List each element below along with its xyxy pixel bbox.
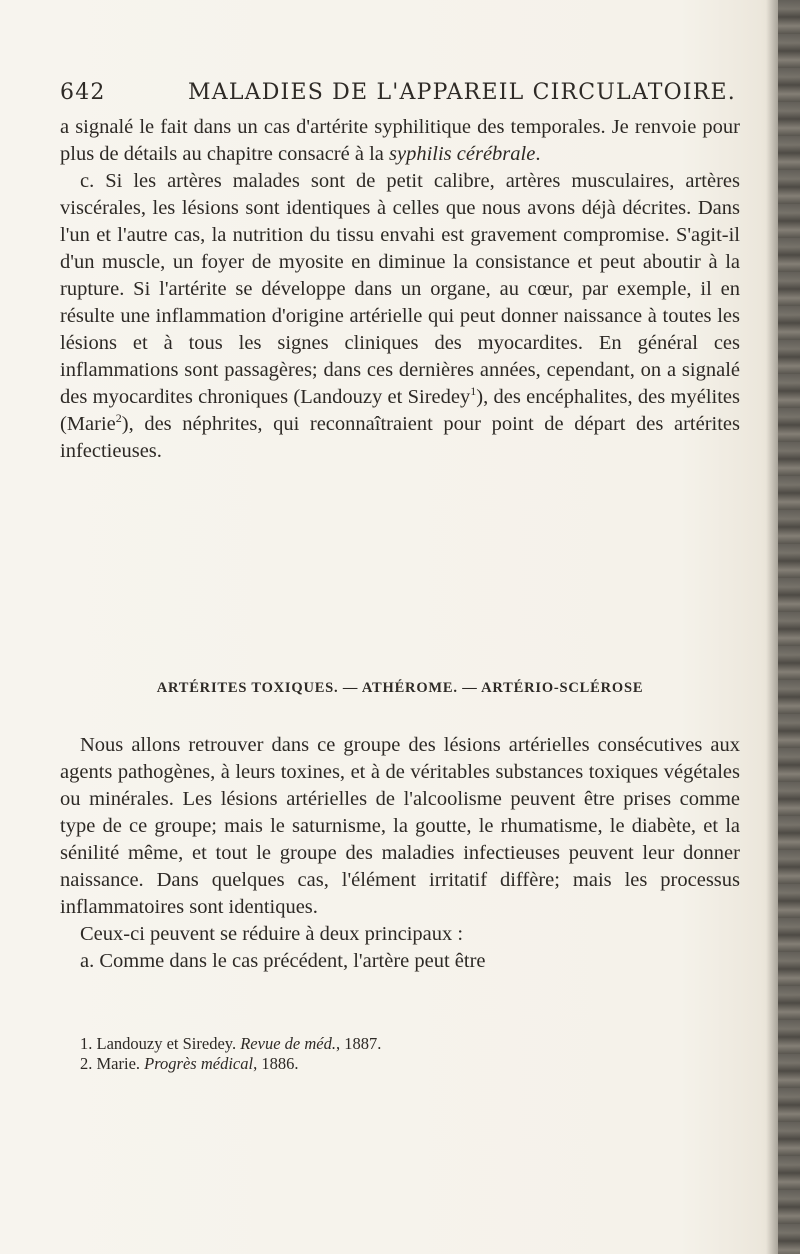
section-text-block bbox=[60, 732, 740, 975]
footnote-ref-2: 2 bbox=[115, 411, 122, 426]
footnote-2: 2. Marie. Progrès médical, 1886. bbox=[80, 1054, 299, 1073]
paragraph-2: c. Si les artères malades sont de petit calibre, artères musculaires, artères viscérales, les lésions sont identiques à celles que nous avons déjà décrites. Dans l'un et l'autre cas, la nutrition du tissu envahi est gravement compromise. S'agit-il d'un muscle, un foyer de myosite en diminue la consistance et peut aboutir à la rupture. Si l'artérite se développe dans un organe, au cœur, par exemple, il en résulte une inflammation d'origine artérielle qui peut donner naissance à toutes les lésions et à tous les signes cliniques des myocardites. En général ces inflammations sont passagères; dans ces dernières années, cependant, on a signalé des myocardites chroniques (Landouzy et Siredey$^1$), des encéphalites, des myélites (Marie$^2$), des néphrites, qui reconnaîtraient pour point de départ des artérites infectieuses. bbox=[60, 170, 740, 462]
paragraph-3: Nous allons retrouver dans ce groupe des lésions artérielles consécutives aux agents pathogènes, à leurs toxines, et à de véritables substances toxiques végétales ou minérales. Les lésions artérielles de l'alcoolisme peuvent être prises comme type de ce groupe; mais le saturnisme, la goutte, le rhumatisme, le diabète, et la sénilité même, et tout le groupe des maladies infectieuses peuvent leur donner naissance. Dans quelques cas, l'élément irritatif diffère; mais les processus inflammatoires sont identiques. bbox=[60, 734, 740, 918]
footnotes bbox=[80, 1034, 740, 1074]
page-number: 642 bbox=[60, 80, 106, 105]
paragraph-5: a. Comme dans le cas précédent, l'artère peut être bbox=[80, 950, 486, 972]
paragraph-1: a signalé le fait dans un cas d'artérite syphilitique des temporales. Je renvoie pour plus de détails au chapitre consacré à la syphilis cérébrale. bbox=[60, 116, 740, 165]
footnote-1: 1. Landouzy et Siredey. Revue de méd., 1887. bbox=[80, 1034, 382, 1053]
italic-reference: syphilis cérébrale bbox=[389, 143, 536, 165]
running-title: MALADIES DE L'APPAREIL CIRCULATOIRE. bbox=[188, 80, 736, 105]
page-edge-shadow bbox=[766, 0, 778, 1254]
section-heading: ARTÉRITES TOXIQUES. — ATHÉROME. — ARTÉRIO-SCLÉROSE bbox=[156, 680, 644, 696]
book-binding-edge bbox=[778, 0, 800, 1254]
footnote-ref-1: 1 bbox=[470, 384, 477, 399]
paragraph-4: Ceux-ci peuvent se réduire à deux principaux : bbox=[80, 923, 464, 945]
main-text-block bbox=[60, 114, 740, 465]
